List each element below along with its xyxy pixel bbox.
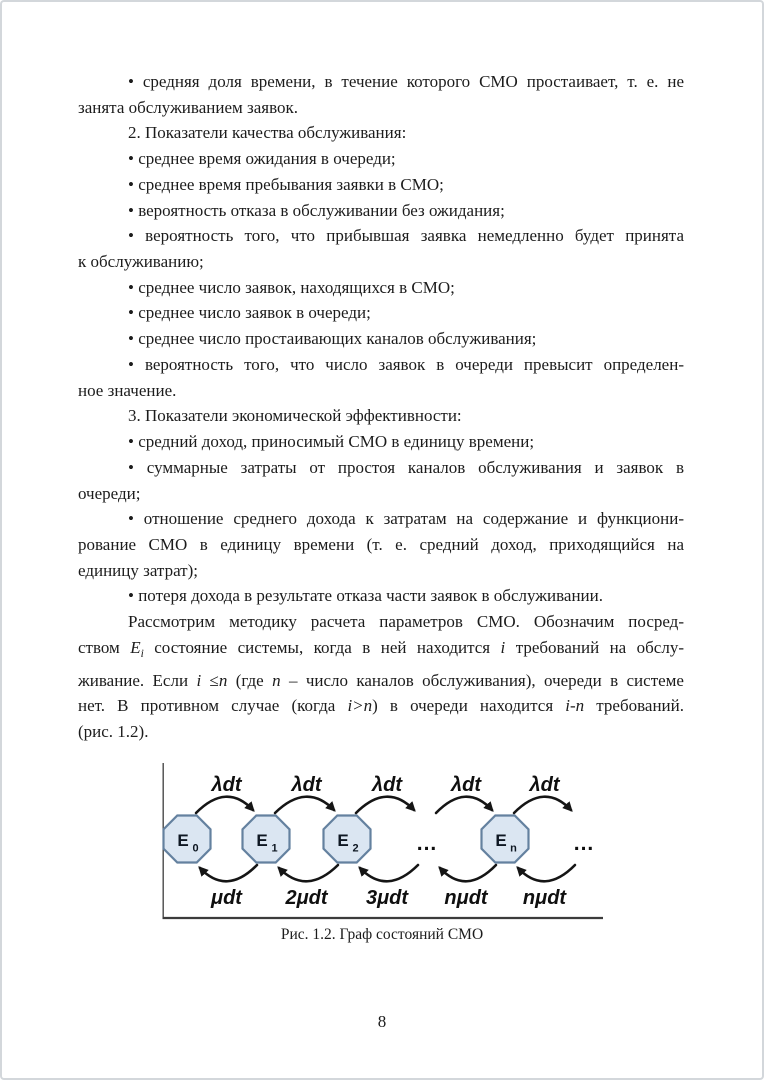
body-text	[78, 69, 684, 745]
arc-lambda-e0-e1	[196, 797, 253, 813]
arc-lambda-e1-e2	[275, 797, 334, 813]
text-segment: 3. Показатели экономической эффективности:	[128, 406, 462, 426]
text-line	[78, 558, 684, 584]
text-segment: • вероятность отказа в обслуживании без ожидания;	[128, 200, 505, 220]
figure-caption: Рис. 1.2. Граф состояний СМО	[280, 926, 484, 943]
text-line	[78, 95, 684, 121]
ellipsis-mid: ...	[416, 832, 438, 855]
text-segment: состояние системы, когда в ней находится	[143, 637, 501, 657]
lambda-label-5: λdt	[529, 774, 560, 796]
arc-lambda-en-dots	[514, 797, 571, 813]
node-label-en: E	[495, 831, 507, 850]
text-line	[78, 352, 684, 378]
text-segment: i-n	[565, 696, 585, 716]
mu-label-5: nμdt	[522, 887, 567, 909]
text-segment: занята обслуживанием заявок.	[78, 97, 299, 117]
text-line	[78, 583, 684, 609]
text-segment: • среднее число заявок, находящихся в СМО;	[128, 277, 455, 297]
text-segment: • отношение среднего дохода к затратам на содержание и функциони-	[128, 509, 684, 529]
text-line	[78, 69, 684, 95]
text-segment: • среднее время ожидания в очереди;	[128, 149, 396, 169]
text-segment: требований на обслу-	[505, 637, 684, 657]
text-segment: очереди;	[78, 483, 141, 503]
text-segment: • среднее время пребывания заявки в СМО;	[128, 174, 444, 194]
text-segment: n	[272, 670, 281, 690]
text-segment: • средний доход, приносимый СМО в единицу времени;	[128, 432, 535, 452]
text-line	[78, 609, 684, 635]
page-number: 8	[377, 1012, 387, 1031]
node-label-e0: E	[177, 831, 189, 850]
text-segment: • вероятность того, что число заявок в очереди превысит определен-	[128, 354, 684, 374]
arc-lambda-e2-dots	[356, 797, 414, 813]
text-segment: нет. В противном случае (когда	[78, 696, 348, 716]
text-segment: • потеря дохода в результате отказа части заявок в обслуживании.	[128, 586, 603, 606]
text-segment: единицу затрат);	[78, 560, 198, 580]
lambda-label-3: λdt	[372, 774, 402, 796]
text-segment: требований.	[584, 696, 685, 716]
text-line	[78, 506, 684, 532]
text-line	[78, 223, 684, 249]
text-segment: ) в очереди находится	[372, 696, 566, 716]
node-sub-en: n	[510, 842, 517, 855]
arc-mu-e1-e0	[200, 865, 257, 881]
text-segment: • суммарные затраты от простоя каналов обслуживания и заявок в	[128, 457, 684, 477]
lambda-label-2: λdt	[291, 774, 322, 796]
text-segment: i>n	[347, 696, 373, 716]
node-label-e2: E	[337, 831, 349, 850]
text-line	[78, 326, 684, 352]
lambda-label-1: λdt	[211, 774, 242, 796]
text-line	[78, 532, 684, 558]
mu-label-3: 3μdt	[365, 887, 409, 909]
text-segment: i	[140, 647, 144, 660]
text-segment: живание. Если	[78, 670, 197, 690]
text-segment: рование СМО в единицу времени (т. е. средний доход, приходящийся на	[78, 534, 684, 554]
figure-state-graph	[162, 762, 603, 920]
text-segment: 2. Показатели качества обслуживания:	[128, 123, 407, 143]
node-sub-e1: 1	[271, 842, 278, 855]
arc-mu-e2-e1	[279, 865, 338, 881]
arc-lambda-dots-en	[436, 797, 492, 813]
text-segment: • средняя доля времени, в течение которого СМО простаивает, т. е. не	[128, 72, 684, 91]
text-line	[78, 668, 684, 694]
text-segment: к обслуживанию;	[78, 252, 204, 272]
text-segment: • среднее число заявок в очереди;	[128, 303, 371, 323]
text-segment: i	[500, 637, 506, 657]
mu-label-1: μdt	[211, 887, 242, 909]
text-segment: i	[196, 670, 202, 690]
text-segment: • вероятность того, что прибывшая заявка немедленно будет принята	[128, 226, 684, 246]
text-line	[78, 249, 684, 275]
text-line	[78, 403, 684, 429]
text-segment: ством	[78, 637, 131, 657]
mu-label-4: nμdt	[444, 887, 488, 909]
text-line	[78, 146, 684, 172]
text-segment: ≤	[201, 670, 219, 690]
node-label-e1: E	[256, 831, 268, 850]
text-segment: (рис. 1.2).	[78, 721, 149, 741]
text-segment: (где	[227, 670, 273, 690]
text-line	[78, 693, 684, 719]
text-line	[78, 378, 684, 404]
mu-label-2: 2μdt	[285, 887, 328, 909]
text-line	[78, 481, 684, 507]
text-segment: Рассмотрим методику расчета параметров СМО. Обозначим посред-	[128, 612, 684, 632]
text-segment: • среднее число простаивающих каналов обслуживания;	[128, 329, 537, 349]
arc-mu-dots-en	[518, 865, 575, 881]
text-line	[78, 455, 684, 481]
text-line	[78, 429, 684, 455]
text-segment: E	[130, 637, 141, 657]
node-sub-e0: 0	[192, 842, 199, 855]
node-sub-e2: 2	[352, 842, 359, 855]
text-segment: – число каналов обслуживания), очереди в системе	[280, 670, 684, 690]
text-segment: n	[218, 670, 228, 690]
text-line	[78, 172, 684, 198]
text-line	[78, 198, 684, 224]
lambda-label-4: λdt	[451, 774, 481, 796]
text-segment: ное значение.	[78, 380, 177, 400]
arc-mu-en-dots	[440, 865, 496, 881]
text-line	[78, 635, 684, 668]
arc-mu-dots-e2	[360, 865, 418, 881]
text-line	[78, 719, 684, 745]
state-graph-svg	[162, 762, 603, 920]
text-line	[78, 120, 684, 146]
text-line	[78, 275, 684, 301]
ellipsis-end: ...	[573, 832, 595, 855]
text-line	[78, 300, 684, 326]
